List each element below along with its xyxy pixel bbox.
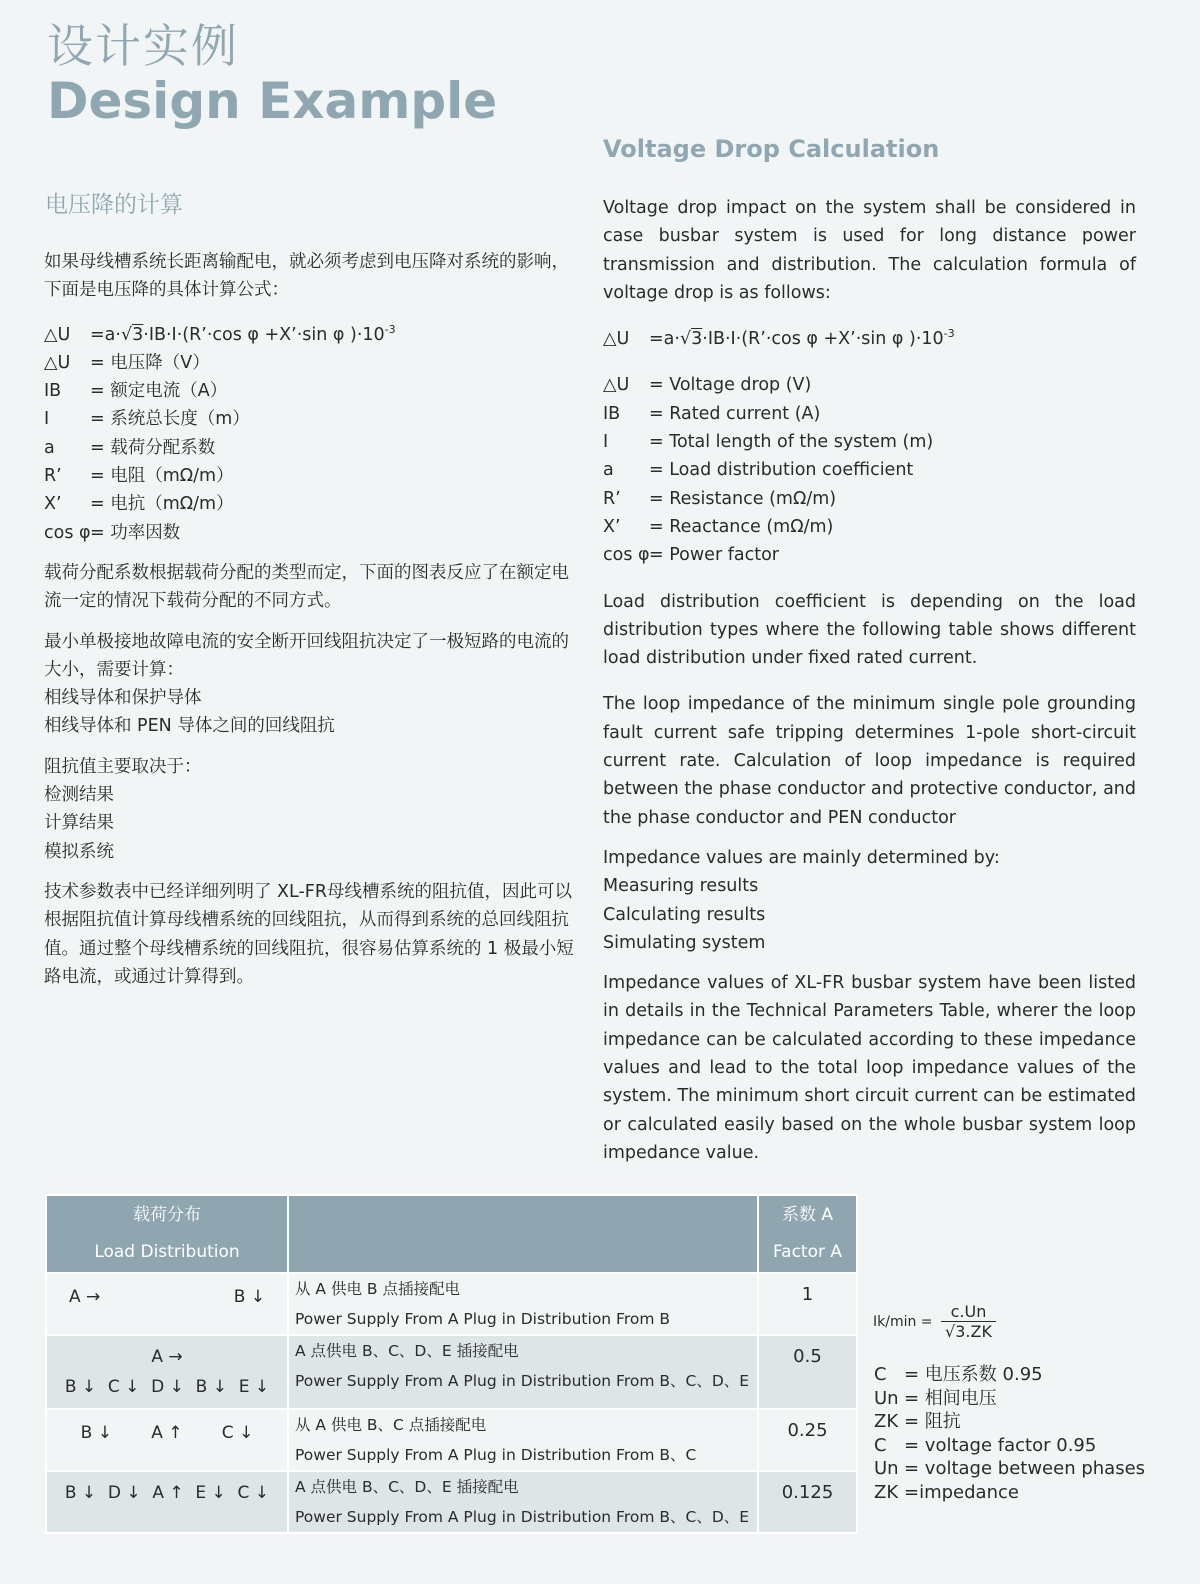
- variable-row: [874, 1434, 1145, 1458]
- short-circuit-variables: [874, 1363, 1145, 1504]
- def-text: = 电压降（V）: [90, 352, 210, 373]
- page-title-cn: 设计实例: [47, 19, 239, 73]
- node-label: D ↓: [151, 1377, 184, 1397]
- en-def-row: [603, 371, 1136, 399]
- description-cn: 从 A 供电 B、C 点插接配电: [295, 1416, 487, 1434]
- formula-eq: =a·: [90, 324, 121, 345]
- factor-value: 0.5: [758, 1335, 857, 1409]
- description-cn: A 点供电 B、C、D、E 插接配电: [295, 1478, 519, 1496]
- def-text: = 额定电流（A）: [90, 381, 228, 402]
- def-symbol: I: [44, 409, 50, 430]
- var-symbol: ZK: [874, 1481, 899, 1503]
- section-heading-cn: 电压降的计算: [45, 192, 183, 218]
- def-text: = 电阻（mΩ/m）: [90, 466, 234, 487]
- distribution-diagram: [46, 1273, 288, 1335]
- en-def-row: [603, 456, 1136, 484]
- var-text: =impedance: [904, 1481, 1019, 1503]
- cn-list4-item: 计算结果: [44, 813, 114, 834]
- def-symbol: X’: [44, 494, 62, 515]
- en-intro: Voltage drop impact on the system shall be considered in case busbar system is used for long distance power transmission and distribution. The calculation formula of voltage drop is as follows:: [603, 198, 1136, 303]
- distribution-description: [288, 1273, 758, 1335]
- cn-def-row: [44, 462, 579, 490]
- def-text: = Total length of the system (m): [649, 432, 934, 453]
- formula-eq: =a·: [649, 329, 680, 350]
- variable-row: [874, 1363, 1145, 1387]
- var-symbol: C: [874, 1364, 887, 1385]
- node-label: E ↓: [238, 1377, 270, 1397]
- description-en: Power Supply From A Plug in Distribution From B、C、D、E: [295, 1372, 750, 1390]
- section-heading-en: Voltage Drop Calculation: [603, 135, 940, 163]
- factor-header-cn: 系数 A: [781, 1205, 834, 1225]
- en-para4: Impedance values are mainly determined by:: [603, 847, 1000, 868]
- distribution-diagram: [46, 1335, 288, 1409]
- var-symbol: C: [874, 1434, 887, 1456]
- node-label: A ↑: [152, 1483, 184, 1503]
- formula-mid: ·IB·I·(R’·cos φ +X’·sin φ )·10: [143, 324, 385, 345]
- node-label: B ↓: [233, 1287, 265, 1307]
- cn-para4: 阻抗值主要取决于：: [44, 756, 202, 777]
- en-formula: △U =a·√3·IB·I·(R’·cos φ +X’·sin φ )$\cdot 10^{-3}$: [603, 325, 1136, 353]
- short-circuit-formula: [873, 1302, 996, 1341]
- en-para3: The loop impedance of the minimum single pole grounding fault current safe tripping determines 1-pole short-circuit current rate. Calculation of loop impedance is required between the phase conductor and protective conductor, and the phase conductor and PEN conductor: [603, 694, 1136, 828]
- cn-para5: 技术参数表中已经详细列明了 XL-FR母线槽系统的阻抗值，因此可以根据阻抗值计算母线槽系统的回线阻抗，从而得到系统的总回线阻抗值。通过整个母线槽系统的回线阻抗，很容易估算系统的 1 极最小短路电流，或通过计算得到。: [44, 881, 574, 987]
- def-text: = 功率因数: [90, 522, 181, 543]
- node-label: B ↓: [64, 1483, 97, 1503]
- variable-row: [874, 1481, 1145, 1505]
- node-label: C ↓: [237, 1483, 270, 1503]
- def-text: = 载荷分配系数: [90, 437, 216, 458]
- header-en: Load Distribution: [94, 1242, 240, 1262]
- variable-row: [874, 1457, 1145, 1481]
- en-definitions: [603, 371, 1136, 569]
- def-symbol: R’: [603, 488, 621, 509]
- distribution-description: [288, 1471, 758, 1533]
- en-list4-item: Calculating results: [603, 904, 766, 925]
- en-def-row: [603, 428, 1136, 456]
- var-text: = 电压系数 0.95: [904, 1364, 1043, 1385]
- var-text: = voltage factor 0.95: [904, 1434, 1097, 1456]
- ik-lhs: Ik/min =: [873, 1313, 933, 1330]
- def-symbol: IB: [603, 403, 621, 424]
- description-cn: A 点供电 B、C、D、E 插接配电: [295, 1342, 519, 1360]
- cn-list4-item: 检测结果: [44, 785, 114, 806]
- ik-denominator: √3.ZK: [945, 1322, 992, 1341]
- def-symbol: △U: [44, 352, 71, 373]
- table-row: [46, 1335, 857, 1409]
- table-header-row: [46, 1195, 857, 1273]
- cn-def-row: [44, 377, 579, 405]
- def-symbol: a: [603, 460, 614, 481]
- formula-mid: ·IB·I·(R’·cos φ +X’·sin φ )·10: [702, 329, 944, 350]
- factor-value: 0.25: [758, 1409, 857, 1471]
- load-distribution-table: [45, 1194, 858, 1534]
- node-label: B ↓: [64, 1377, 97, 1397]
- cn-def-row: [44, 434, 579, 462]
- en-column: [603, 194, 1136, 1167]
- factor-header-en: Factor A: [772, 1242, 843, 1262]
- cn-def-row: [44, 490, 579, 518]
- cn-list4-item: 模拟系统: [44, 841, 114, 862]
- description-cn: 从 A 供电 B 点插接配电: [295, 1280, 460, 1298]
- formula-sqrt-arg: 3: [132, 324, 144, 345]
- cn-definitions: [44, 349, 579, 547]
- cn-formula: △U =a·√3·IB·I·(R’·cos φ +X’·sin φ )$\cdot 10^{-3}$: [44, 321, 579, 349]
- node-label: D ↓: [107, 1483, 141, 1503]
- distribution-description: [288, 1335, 758, 1409]
- header-factor: [758, 1195, 857, 1273]
- node-label: A →: [69, 1287, 101, 1307]
- node-label: E ↓: [195, 1483, 226, 1503]
- cn-def-row: [44, 405, 579, 433]
- def-text: = 电抗（mΩ/m）: [90, 494, 234, 515]
- var-symbol: Un: [874, 1387, 899, 1409]
- header-description: [288, 1195, 758, 1273]
- cn-list3-item: 相线导体和保护导体: [44, 688, 202, 709]
- var-symbol: ZK: [874, 1411, 899, 1432]
- node-label: B ↓: [195, 1377, 227, 1397]
- formula-lhs: △U: [603, 329, 630, 350]
- header-load-distribution: [46, 1195, 288, 1273]
- factor-value: 0.125: [758, 1471, 857, 1533]
- en-para2: Load distribution coefficient is depending on the load distribution types where the following table shows different load distribution under fixed rated current.: [603, 591, 1136, 669]
- cn-def-row: [44, 349, 579, 377]
- description-en: Power Supply From A Plug in Distribution From B: [295, 1310, 671, 1328]
- factor-value: 1: [758, 1273, 857, 1335]
- en-para5: Impedance values of XL-FR busbar system have been listed in details in the Technical Parameters Table, wherer the loop impedance can be calculated according to these impedance values and lead to the total loop impedance values of the system. The minimum short circuit current can be estimated or calculated easily based on the whole busbar system loop impedance value.: [603, 973, 1136, 1163]
- node-label: C ↓: [221, 1423, 254, 1443]
- header-cn: 载荷分布: [133, 1205, 201, 1225]
- variable-row: [874, 1410, 1145, 1434]
- def-text: = Power factor: [649, 545, 779, 566]
- description-en: Power Supply From A Plug in Distribution From B、C: [295, 1446, 697, 1464]
- en-def-row: [603, 541, 1136, 569]
- ik-denominator-tail: .ZK: [965, 1322, 992, 1341]
- formula-exp: -3: [943, 327, 955, 341]
- var-text: = 相间电压: [904, 1387, 997, 1409]
- table-row: [46, 1471, 857, 1533]
- formula-sqrt-arg: 3: [691, 329, 703, 350]
- def-symbol: R’: [44, 466, 62, 487]
- def-symbol: IB: [44, 381, 62, 402]
- table-row: [46, 1273, 857, 1335]
- en-list4-item: Measuring results: [603, 876, 759, 897]
- def-symbol: cos φ: [603, 545, 650, 566]
- description-en: Power Supply From A Plug in Distribution From B、C、D、E: [295, 1508, 750, 1526]
- def-symbol: X’: [603, 516, 621, 537]
- en-def-row: [603, 485, 1136, 513]
- def-symbol: I: [603, 432, 609, 453]
- en-def-row: [603, 513, 1136, 541]
- var-text: = 阻抗: [904, 1411, 961, 1432]
- ik-sqrt-arg: 3: [955, 1322, 966, 1341]
- en-list4-item: Simulating system: [603, 932, 766, 953]
- node-label: A ↑: [151, 1423, 183, 1443]
- node-label: B ↓: [80, 1423, 112, 1443]
- def-text: = Resistance (mΩ/m): [649, 488, 837, 509]
- def-symbol: a: [44, 437, 55, 458]
- table-row: [46, 1409, 857, 1471]
- cn-para3: 最小单极接地故障电流的安全断开回线阻抗决定了一极短路的电流的大小，需要计算：: [44, 631, 569, 680]
- def-symbol: △U: [603, 375, 630, 396]
- node-label: C ↓: [107, 1377, 140, 1397]
- node-label: A →: [151, 1347, 183, 1367]
- var-text: = voltage between phases: [904, 1458, 1146, 1479]
- variable-row: [874, 1387, 1145, 1411]
- def-text: = 系统总长度（m）: [90, 409, 250, 430]
- distribution-diagram: [46, 1409, 288, 1471]
- def-text: = Load distribution coefficient: [649, 460, 914, 481]
- def-text: = Reactance (mΩ/m): [649, 516, 834, 537]
- cn-intro: 如果母线槽系统长距离输配电，就必须考虑到电压降对系统的影响，下面是电压降的具体计算公式：: [44, 252, 569, 301]
- def-text: = Rated current (A): [649, 403, 821, 424]
- formula-exp: -3: [384, 322, 396, 336]
- en-def-row: [603, 400, 1136, 428]
- def-text: = Voltage drop (V): [649, 375, 812, 396]
- distribution-description: [288, 1409, 758, 1471]
- cn-column: [44, 248, 579, 991]
- cn-def-row: [44, 519, 579, 547]
- ik-fraction: [941, 1302, 996, 1341]
- page-title-en: Design Example: [47, 72, 498, 130]
- cn-para2: 载荷分配系数根据载荷分配的类型而定，下面的图表反应了在额定电流一定的情况下载荷分配的不同方式。: [44, 562, 569, 612]
- def-symbol: cos φ: [44, 522, 91, 543]
- distribution-diagram: [46, 1471, 288, 1533]
- cn-list3-item: 相线导体和 PEN 导体之间的回线阻抗: [44, 716, 335, 737]
- var-symbol: Un: [874, 1458, 899, 1479]
- ik-numerator: c.Un: [941, 1302, 996, 1322]
- formula-lhs: △U: [44, 324, 71, 345]
